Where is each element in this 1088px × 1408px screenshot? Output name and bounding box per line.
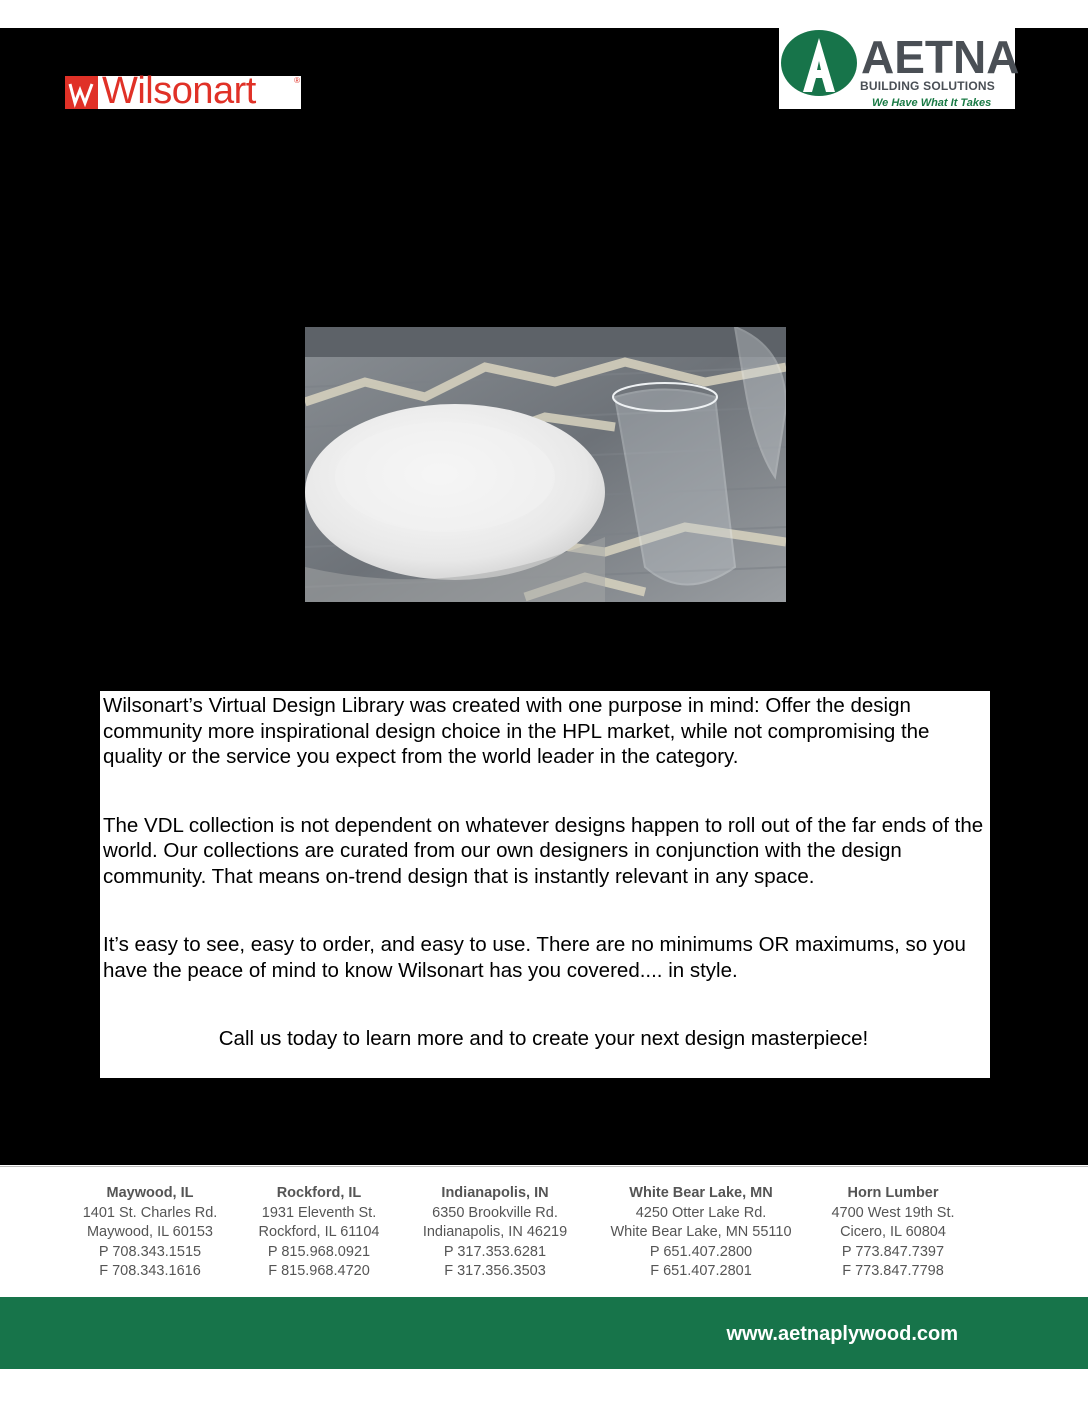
paragraph-intro: Wilsonart’s Virtual Design Library was created with one purpose in mind: Offer the design community more inspirational design choice in the HPL market, while not compromising the quality or the service you expect from the world leader in the category. [103,694,930,768]
location-city: Maywood, IL [106,1185,194,1201]
product-photo [305,327,786,602]
location-city: Rockford, IL [276,1185,362,1201]
location-maywood [83,1184,218,1282]
aetna-subtitle: BUILDING SOLUTIONS [860,79,995,93]
divider [0,1166,1088,1167]
location-city: Horn Lumber [847,1185,939,1201]
aetna-tagline: We Have What It Takes [872,97,992,109]
call-to-action: Call us today to learn more and to create your next design masterpiece! [218,1027,869,1050]
location-street: 1401 St. Charles Rd. [82,1204,218,1221]
locations-row [0,1184,1088,1294]
location-citystate: Rockford, IL 61104 [258,1224,380,1240]
location-phone: P 815.968.0921 [267,1243,371,1260]
location-fax: F 651.407.2801 [650,1263,752,1279]
location-citystate: Indianapolis, IN 46219 [422,1224,568,1240]
description-box [100,691,990,1078]
registered-mark: ® [294,76,300,85]
location-phone: P 708.343.1515 [98,1243,202,1260]
aetna-a-icon [779,28,861,98]
location-citystate: Maywood, IL 60153 [86,1224,214,1240]
location-fax: F 815.968.4720 [268,1263,370,1279]
location-street: 6350 Brookville Rd. [432,1204,558,1221]
aetna-logo [779,28,1020,109]
aetna-name: AETNA [861,31,1020,83]
location-phone: P 651.407.2800 [649,1243,753,1260]
location-street: 1931 Eleventh St. [261,1204,377,1221]
location-street: 4250 Otter Lake Rd. [635,1204,767,1221]
paragraph-ordering: It’s easy to see, easy to order, and easy to use. There are no minimums OR maximums, so you have the peace of mind to know Wilsonart has you covered.... in style. [103,933,966,982]
location-citystate: White Bear Lake, MN 55110 [610,1224,792,1240]
wilsonart-wordmark: Wilsonart [102,70,256,112]
location-indianapolis [423,1184,567,1282]
location-fax: F 773.847.7798 [842,1263,944,1279]
wilsonart-w-icon [65,76,98,109]
paragraph-collection: The VDL collection is not dependent on whatever designs happen to roll out of the far ends of the world. Our collections are curated from our own designers in conjunction with the design community. That means on-trend design that is instantly relevant in any space. [103,813,984,888]
website-link[interactable]: www.aetnaplywood.com [726,1323,958,1345]
location-phone: P 317.353.6281 [443,1243,547,1260]
location-city: White Bear Lake, MN [629,1185,773,1201]
location-phone: P 773.847.7397 [841,1243,945,1260]
location-street: 4700 West 19th St. [831,1204,955,1221]
location-fax: F 708.343.1616 [99,1263,201,1279]
location-city: Indianapolis, IN [441,1185,549,1201]
location-rockford [259,1184,380,1282]
location-horn-lumber [831,1184,954,1282]
location-citystate: Cicero, IL 60804 [840,1224,946,1240]
location-white-bear-lake [610,1184,791,1282]
location-fax: F 317.356.3503 [444,1263,546,1279]
wilsonart-logo [65,70,301,112]
